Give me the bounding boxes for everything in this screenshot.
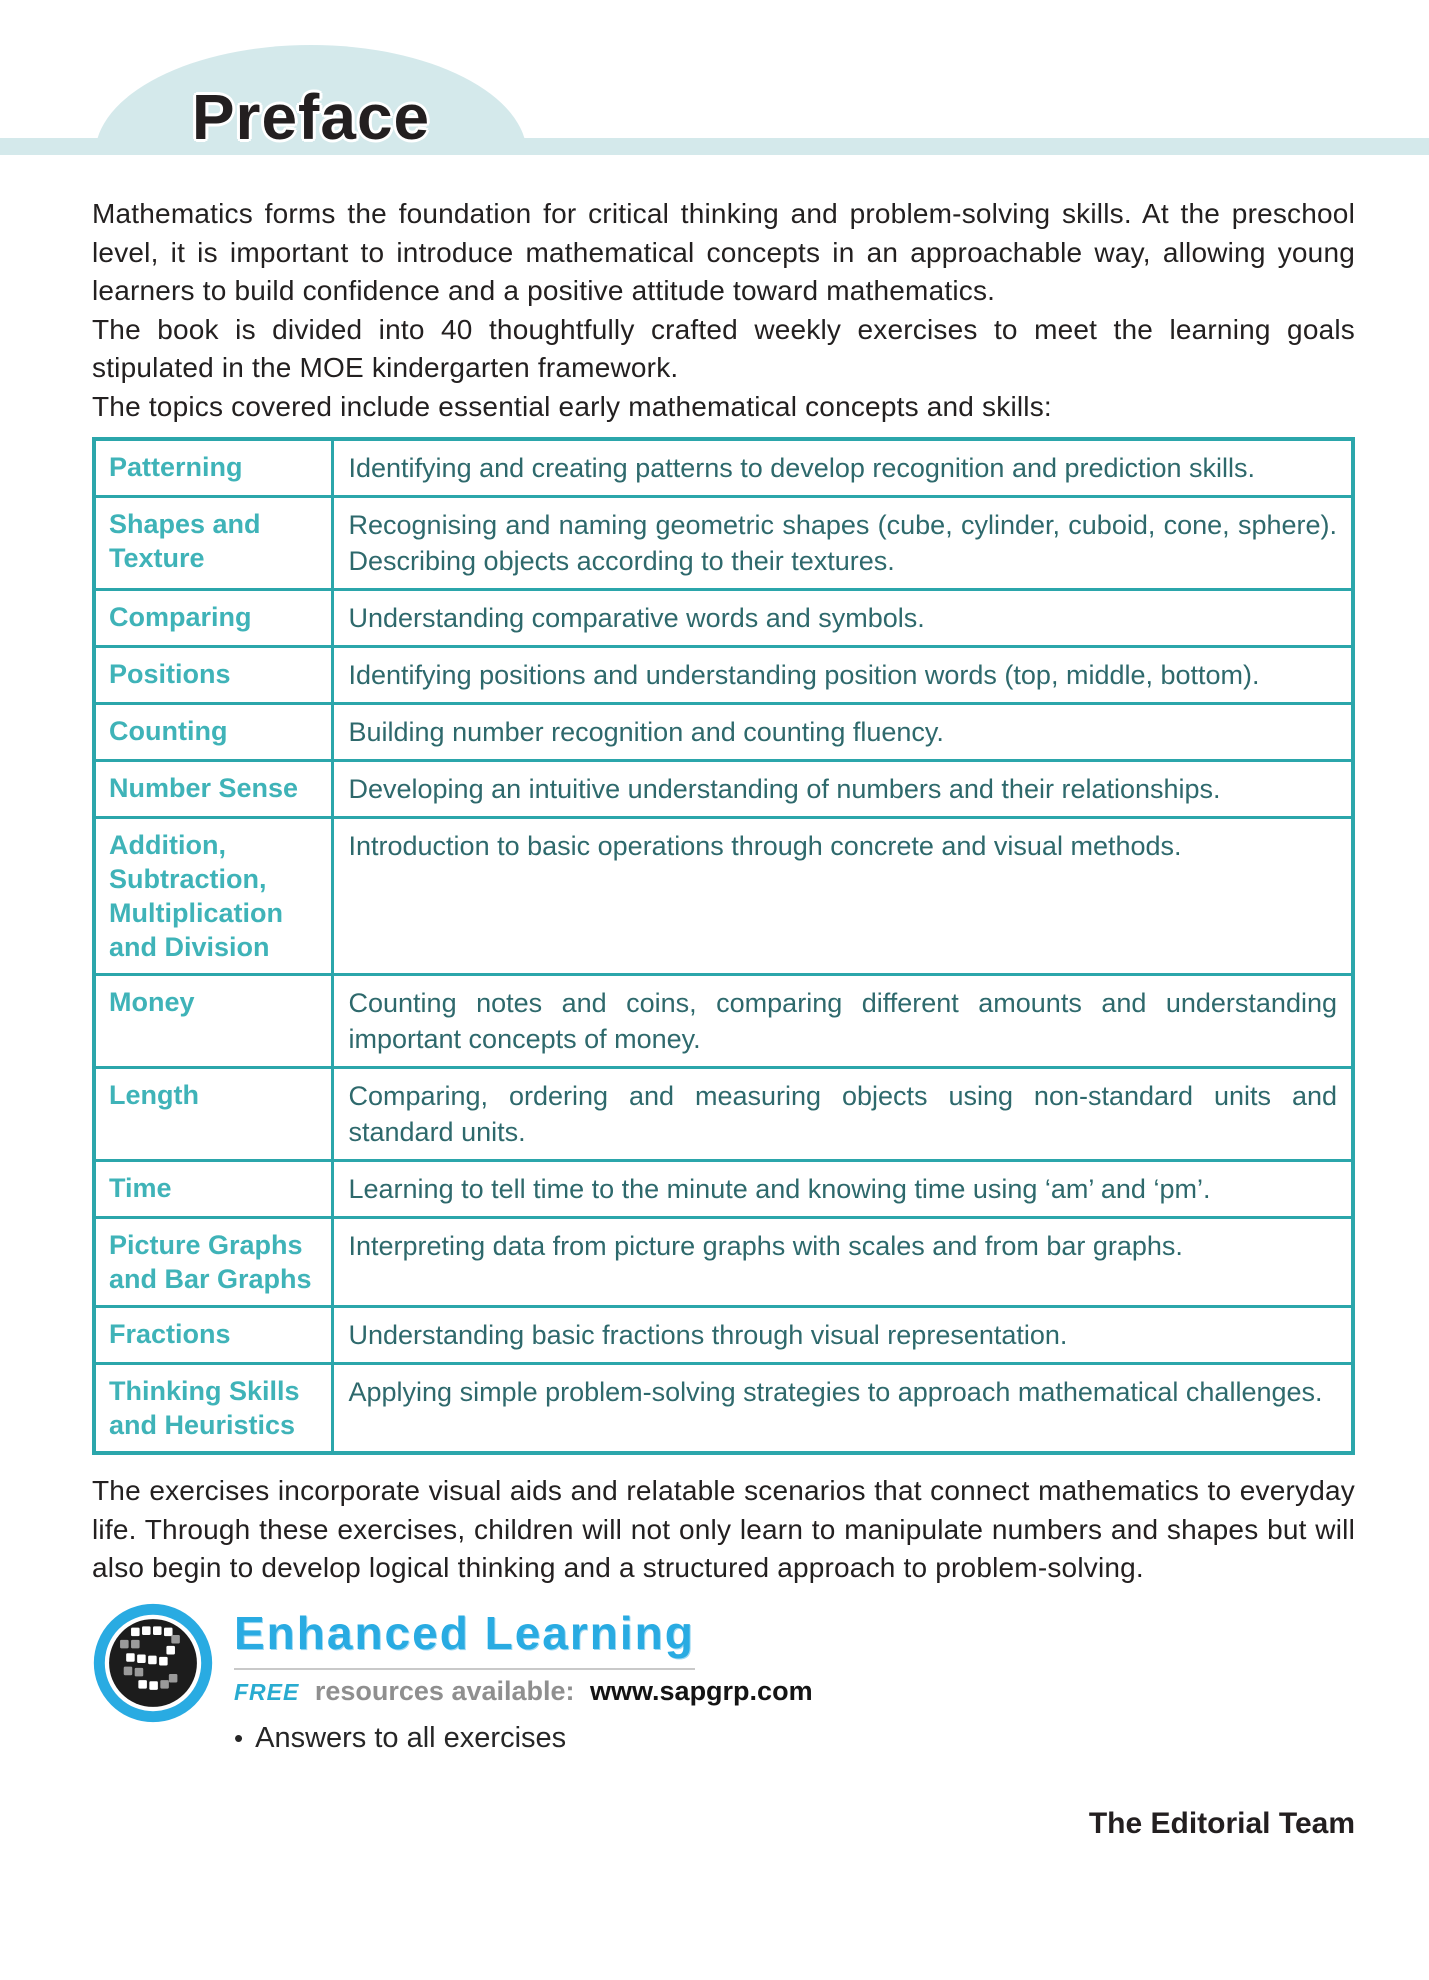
topic-cell: Picture Graphs and Bar Graphs	[94, 1218, 332, 1307]
topic-cell: Fractions	[94, 1307, 332, 1364]
table-row	[94, 761, 1353, 818]
topic-description-cell: Interpreting data from picture graphs with scales and from bar graphs.	[332, 1218, 1353, 1307]
topic-description-cell: Identifying positions and understanding position words (top, middle, bottom).	[332, 647, 1353, 704]
table-row	[94, 590, 1353, 647]
page-title: Preface	[191, 81, 431, 153]
topic-cell: Patterning	[94, 439, 332, 497]
enhanced-learning-block	[92, 1602, 1355, 1755]
topic-cell: Comparing	[94, 590, 332, 647]
topic-description-cell: Learning to tell time to the minute and knowing time using ‘am’ and ‘pm’.	[332, 1161, 1353, 1218]
table-row	[94, 818, 1353, 975]
website-url: www.sapgrp.com	[590, 1675, 813, 1706]
topics-table	[92, 437, 1355, 1455]
table-row	[94, 1068, 1353, 1161]
enhanced-learning-heading: Enhanced Learning	[234, 1606, 695, 1670]
intro-paragraph: The topics covered include essential early mathematical concepts and skills:	[92, 390, 1052, 422]
intro-paragraph: Mathematics forms the foundation for critical thinking and problem-solving skills. At the preschool level, it is important to introduce mathematical concepts in an approachable way, allowing young learners to build confidence and a positive attitude toward mathematics.	[92, 198, 1355, 306]
free-label: FREE	[234, 1678, 300, 1705]
topic-cell: Time	[94, 1161, 332, 1218]
signature: The Editorial Team	[1088, 1806, 1355, 1840]
topic-cell: Addition, Subtraction, Multiplication and Division	[94, 818, 332, 975]
answers-bullet-text: Answers to all exercises	[255, 1721, 567, 1754]
topic-description-cell: Counting notes and coins, comparing different amounts and understanding important concepts of money.	[332, 975, 1353, 1068]
table-row	[94, 1307, 1353, 1364]
resources-line	[234, 1676, 813, 1707]
topic-description-cell: Comparing, ordering and measuring objects using non-standard units and standard units.	[332, 1068, 1353, 1161]
bullet-marker: •	[234, 1722, 244, 1753]
enhanced-learning-text	[234, 1602, 813, 1755]
page-body	[0, 155, 1429, 1841]
topic-cell: Shapes and Texture	[94, 497, 332, 590]
table-row	[94, 439, 1353, 497]
resources-text: resources available:	[314, 1675, 575, 1706]
header-bubble	[95, 45, 527, 155]
enhanced-learning-logo-icon	[92, 1602, 214, 1724]
topic-description-cell: Understanding basic fractions through visual representation.	[332, 1307, 1353, 1364]
topic-description-cell: Introduction to basic operations through concrete and visual methods.	[332, 818, 1353, 975]
topic-cell: Positions	[94, 647, 332, 704]
topic-cell: Number Sense	[94, 761, 332, 818]
topic-description-cell: Recognising and naming geometric shapes (cube, cylinder, cuboid, cone, sphere). Describing objects according to their textures.	[332, 497, 1353, 590]
topic-description-cell: Applying simple problem-solving strategies to approach mathematical challenges.	[332, 1364, 1353, 1454]
topic-description-cell: Building number recognition and counting fluency.	[332, 704, 1353, 761]
table-row	[94, 975, 1353, 1068]
topic-cell: Counting	[94, 704, 332, 761]
table-row	[94, 1364, 1353, 1454]
table-row	[94, 1161, 1353, 1218]
table-row	[94, 1218, 1353, 1307]
topic-description-cell: Developing an intuitive understanding of numbers and their relationships.	[332, 761, 1353, 818]
topic-cell: Money	[94, 975, 332, 1068]
topic-description-cell: Understanding comparative words and symbols.	[332, 590, 1353, 647]
closing-paragraph: The exercises incorporate visual aids and relatable scenarios that connect mathematics to everyday life. Through these exercises, children will not only learn to manipulate numbers and shapes but will also begin to develop logical thinking and a structured approach to problem-solving.	[92, 1475, 1355, 1583]
table-row	[94, 704, 1353, 761]
answers-bullet-line	[234, 1722, 813, 1755]
topic-cell: Length	[94, 1068, 332, 1161]
intro-paragraph: The book is divided into 40 thoughtfully crafted weekly exercises to meet the learning goals stipulated in the MOE kindergarten framework.	[92, 313, 1355, 383]
topic-cell: Thinking Skills and Heuristics	[94, 1364, 332, 1454]
table-row	[94, 647, 1353, 704]
table-row	[94, 497, 1353, 590]
topic-description-cell: Identifying and creating patterns to develop recognition and prediction skills.	[332, 439, 1353, 497]
